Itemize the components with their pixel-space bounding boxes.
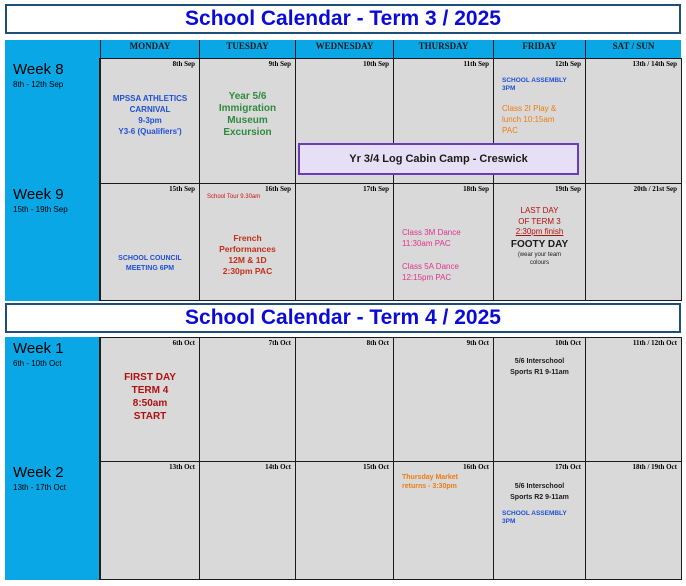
- cell-tue-16sep: [199, 183, 296, 301]
- event-class-2i-play: Class 2I Play & lunch 10:15am PAC: [502, 104, 557, 135]
- date-label: 12th Sep: [555, 60, 581, 68]
- cell-wed-17sep: [295, 183, 394, 301]
- date-label: 9th Oct: [466, 339, 489, 347]
- week2-column: [5, 461, 100, 580]
- event-footy-day-note: (wear your team colours: [517, 252, 562, 266]
- header-tuesday: TUESDAY: [199, 40, 295, 58]
- event-school-tour: School Tour 9.30am: [207, 194, 261, 200]
- term3-title: School Calendar - Term 3 / 2025: [5, 4, 681, 34]
- cell-fri-19sep: [493, 183, 586, 301]
- week-label: Week 2: [13, 464, 64, 481]
- week-label: Week 1: [13, 340, 64, 357]
- cell-thu-9oct: [393, 337, 494, 462]
- cell-mon-8sep: [100, 58, 200, 184]
- event-school-council: SCHOOL COUNCIL MEETING 6PM: [118, 255, 182, 272]
- event-school-assembly: SCHOOL ASSEMBLY 3PM: [502, 510, 567, 525]
- week-dates: 13th - 17th Oct: [13, 483, 66, 492]
- event-first-day-term4: FIRST DAY TERM 4 8:50am START: [124, 372, 176, 422]
- date-label: 16th Oct: [463, 463, 489, 471]
- header-monday: MONDAY: [100, 40, 199, 58]
- event-french-performances: French Performances 12M & 1D 2:30pm PAC: [219, 233, 276, 276]
- week-dates: 15th - 19th Sep: [13, 205, 68, 214]
- date-label: 8th Sep: [172, 60, 195, 68]
- cell-wed-8oct: [295, 337, 394, 462]
- cell-weekend-18oct: [585, 461, 682, 580]
- date-label: 13th / 14th Sep: [632, 60, 677, 68]
- date-label: 16th Sep: [265, 185, 291, 193]
- date-label: 11th / 12th Oct: [632, 339, 677, 347]
- event-class-5a-dance: Class 5A Dance 12:15pm PAC: [402, 262, 459, 282]
- date-label: 17th Sep: [363, 185, 389, 193]
- date-label: 8th Oct: [366, 339, 389, 347]
- term4-title: School Calendar - Term 4 / 2025: [5, 303, 681, 333]
- date-label: 7th Oct: [268, 339, 291, 347]
- date-label: 15th Oct: [363, 463, 389, 471]
- cell-fri-10oct: [493, 337, 586, 462]
- event-interschool-sports-r1: 5/6 Interschool Sports R1 9-11am: [510, 358, 569, 376]
- cell-tue-7oct: [199, 337, 296, 462]
- cell-thu-16oct: [393, 461, 494, 580]
- event-athletics-carnival: MPSSA ATHLETICS CARNIVAL 9-3pm Y3-6 (Qualifiers'): [112, 94, 188, 136]
- date-label: 13th Oct: [169, 463, 195, 471]
- event-immigration-excursion: Year 5/6 Immigration Museum Excursion: [218, 91, 277, 138]
- cell-weekend-11oct: [585, 337, 682, 462]
- date-label: 17th Oct: [555, 463, 581, 471]
- date-label: 18th Sep: [463, 185, 489, 193]
- week-label: Week 9: [13, 186, 64, 203]
- week-dates: 6th - 10th Oct: [13, 359, 62, 368]
- event-footy-day: FOOTY DAY: [510, 239, 569, 250]
- date-label: 11th Sep: [463, 60, 489, 68]
- date-label: 20th / 21st Sep: [633, 185, 677, 193]
- event-school-assembly: SCHOOL ASSEMBLY 3PM: [502, 77, 567, 92]
- date-label: 10th Oct: [555, 339, 581, 347]
- cell-mon-6oct: [100, 337, 200, 462]
- header-wednesday: WEDNESDAY: [295, 40, 393, 58]
- cell-mon-15sep: [100, 183, 200, 301]
- cell-tue-9sep: [199, 58, 296, 184]
- cell-weekend-13sep: [585, 58, 682, 184]
- event-interschool-sports-r2: 5/6 Interschool Sports R2 9-11am: [510, 483, 569, 501]
- cell-fri-17oct: [493, 461, 586, 580]
- date-label: 6th Oct: [172, 339, 195, 347]
- event-class-3m-dance: Class 3M Dance 11:30am PAC: [402, 228, 461, 248]
- date-label: 15th Sep: [169, 185, 195, 193]
- cell-wed-15oct: [295, 461, 394, 580]
- date-label: 14th Oct: [265, 463, 291, 471]
- event-last-day-term3: LAST DAY OF TERM 3: [518, 206, 561, 226]
- date-label: 9th Sep: [268, 60, 291, 68]
- week8-column: [5, 58, 100, 183]
- header-thursday: THURSDAY: [393, 40, 493, 58]
- date-label: 10th Sep: [363, 60, 389, 68]
- cell-mon-13oct: [100, 461, 200, 580]
- week-dates: 8th - 12th Sep: [13, 80, 64, 89]
- event-early-finish: 2:30pm finish: [515, 227, 564, 236]
- event-thursday-market: Thursday Market returns - 3:30pm: [402, 474, 459, 490]
- cell-weekend-20sep: [585, 183, 682, 301]
- date-label: 19th Sep: [555, 185, 581, 193]
- week-label: Week 8: [13, 61, 64, 78]
- header-weekend: SAT / SUN: [585, 40, 681, 58]
- date-label: 18th / 19th Oct: [632, 463, 677, 471]
- cell-thu-18sep: [393, 183, 494, 301]
- week1-column: [5, 337, 100, 461]
- log-cabin-camp-banner: Yr 3/4 Log Cabin Camp - Creswick: [298, 143, 579, 175]
- cell-tue-14oct: [199, 461, 296, 580]
- week9-column: [5, 183, 100, 301]
- header-friday: FRIDAY: [493, 40, 585, 58]
